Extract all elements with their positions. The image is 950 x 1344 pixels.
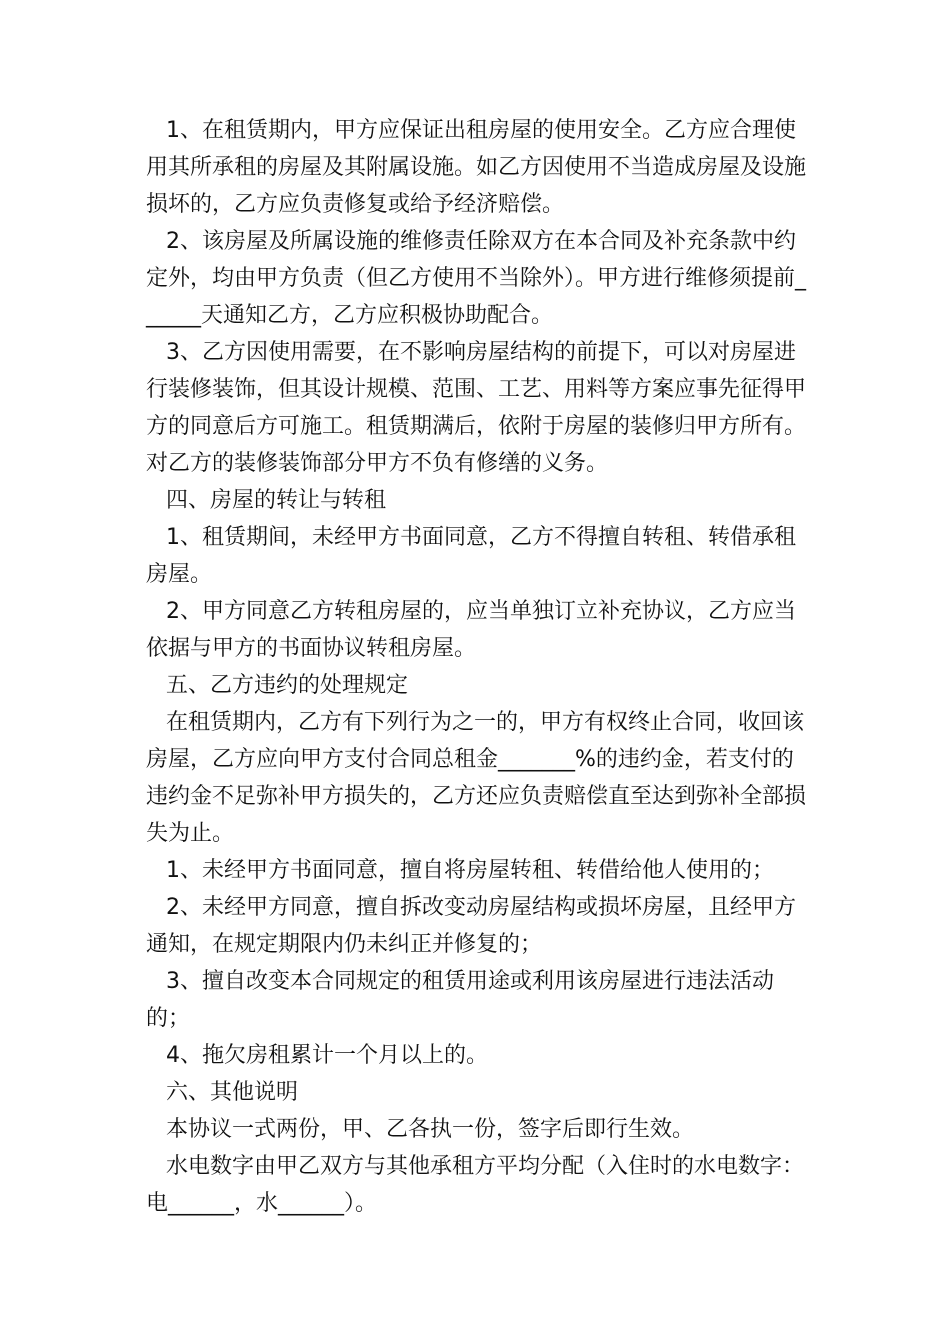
utilities-clause: 水电数字由甲乙双方与其他承租方平均分配（入住时的水电数字：电______，水______）。 xyxy=(146,1154,805,1216)
transfer-clause-1: 1、租赁期间，未经甲方书面同意，乙方不得擅自转租、转借承租房屋。 xyxy=(146,525,796,587)
breach-intro: 在租赁期内，乙方有下列行为之一的，甲方有权终止合同，收回该房屋，乙方应向甲方支付合同总租金_______%的违约金，若支付的违约金不足弥补甲方损失的，乙方还应负责赔偿直至达到弥补全部损失为止。 xyxy=(146,710,807,846)
clause-1-safety: 1、在租赁期内，甲方应保证出租房屋的使用安全。乙方应合理使用其所承租的房屋及其附属设施。如乙方因使用不当造成房屋及设施损坏的，乙方应负责修复或给予经济赔偿。 xyxy=(146,118,807,217)
copies-clause: 本协议一式两份，甲、乙各执一份，签字后即行生效。 xyxy=(166,1117,695,1142)
breach-item-2: 2、未经甲方同意，擅自拆改变动房屋结构或损坏房屋，且经甲方通知，在规定期限内仍未纠正并修复的； xyxy=(146,895,796,957)
breach-item-3: 3、擅自改变本合同规定的租赁用途或利用该房屋进行违法活动的； xyxy=(146,969,774,1031)
transfer-clause-2: 2、甲方同意乙方转租房屋的，应当单独订立补充协议，乙方应当依据与甲方的书面协议转租房屋。 xyxy=(146,599,796,661)
clause-3-renovation: 3、乙方因使用需要，在不影响房屋结构的前提下，可以对房屋进行装修装饰，但其设计规模、范围、工艺、用料等方案应事先征得甲方的同意后方可施工。租赁期满后，依附于房屋的装修归甲方所有。对乙方的装修装饰部分甲方不负有修缮的义务。 xyxy=(146,340,807,476)
clause-2-maintenance: 2、该房屋及所属设施的维修责任除双方在本合同及补充条款中约定外，均由甲方负责（但乙方使用不当除外）。甲方进行维修须提前______天通知乙方，乙方应积极协助配合。 xyxy=(146,229,807,328)
section-heading-breach: 五、乙方违约的处理规定 xyxy=(166,673,409,698)
section-heading-other: 六、其他说明 xyxy=(166,1080,299,1105)
document-body xyxy=(146,112,814,1222)
breach-item-1: 1、未经甲方书面同意，擅自将房屋转租、转借给他人使用的； xyxy=(166,858,774,883)
section-heading-transfer: 四、房屋的转让与转租 xyxy=(166,488,387,513)
breach-item-4: 4、拖欠房租累计一个月以上的。 xyxy=(166,1043,488,1068)
